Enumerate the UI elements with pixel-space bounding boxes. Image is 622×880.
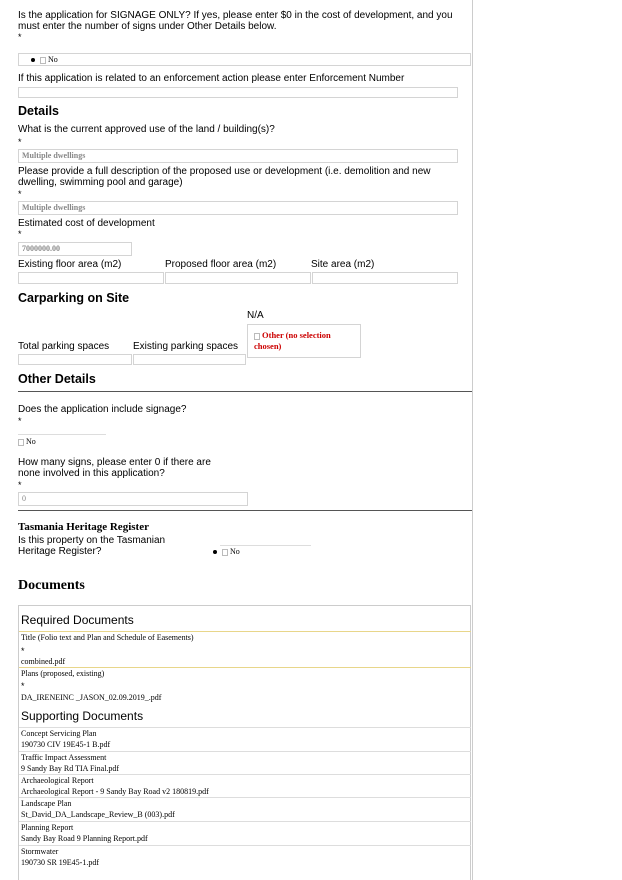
- required-marker: *: [18, 416, 22, 426]
- supporting-document-row: [19, 797, 471, 821]
- document-file-link[interactable]: 9 Sandy Bay Rd TIA Final.pdf: [21, 764, 120, 773]
- heritage-heading: Tasmania Heritage Register: [18, 521, 149, 533]
- required-document-row: [19, 667, 471, 704]
- signage-only-no-option[interactable]: No: [31, 55, 58, 64]
- document-label: Traffic Impact Assessment: [21, 753, 107, 762]
- required-marker: *: [18, 32, 22, 42]
- document-file-link[interactable]: 190730 CIV 19E45-1 B.pdf: [21, 740, 111, 749]
- document-file-link[interactable]: St_David_DA_Landscape_Review_B (003).pdf: [21, 810, 175, 819]
- supporting-document-row: [19, 821, 471, 845]
- required-marker: *: [21, 646, 25, 656]
- signage-only-radio-group: [18, 53, 471, 66]
- na-label: N/A: [247, 310, 264, 321]
- document-file-link[interactable]: 190730 SR 19E45-1.pdf: [21, 858, 99, 867]
- signs-question: How many signs, please enter 0 if there are none involved in this application?: [18, 457, 211, 479]
- heritage-question: Is this property on the Tasmanian Heritage Register?: [18, 535, 166, 557]
- heritage-no-option[interactable]: No: [213, 547, 240, 556]
- details-heading: Details: [18, 104, 59, 118]
- total-parking-label: Total parking spaces: [18, 341, 110, 352]
- document-label: Archaeological Report: [21, 776, 94, 785]
- supporting-document-row: [19, 845, 471, 869]
- description-question: Please provide a full description of the proposed use or development (i.e. demolition and new dwelling, swimming pool and garage): [18, 166, 431, 188]
- existing-parking-input[interactable]: [133, 354, 246, 365]
- total-parking-input[interactable]: [18, 354, 132, 365]
- supporting-documents-heading: Supporting Documents: [21, 709, 144, 723]
- divider: [18, 434, 106, 435]
- description-input[interactable]: Multiple dwellings: [18, 201, 458, 215]
- proposed-floor-label: Proposed floor area (m2): [165, 259, 277, 270]
- current-use-input[interactable]: Multiple dwellings: [18, 149, 458, 163]
- required-marker: *: [18, 137, 22, 147]
- document-label: Title (Folio text and Plan and Schedule of Easements): [21, 633, 194, 642]
- proposed-floor-input[interactable]: [165, 272, 311, 284]
- document-file-link[interactable]: DA_IRENEINC _JASON_02.09.2019_.pdf: [21, 693, 162, 702]
- required-documents-heading: Required Documents: [21, 613, 134, 627]
- document-file-link[interactable]: Archaeological Report - 9 Sandy Bay Road v2 180819.pdf: [21, 787, 209, 796]
- required-document-row: [19, 631, 471, 668]
- required-marker: *: [18, 189, 22, 199]
- supporting-document-row: [19, 751, 471, 775]
- signage-no-option[interactable]: No: [18, 437, 36, 446]
- document-label: Planning Report: [21, 823, 74, 832]
- divider: [18, 391, 472, 392]
- document-label: Landscape Plan: [21, 799, 72, 808]
- parking-other-select[interactable]: [247, 324, 361, 358]
- current-use-question: What is the current approved use of the land / building(s)?: [18, 124, 275, 135]
- enforcement-question: If this application is related to an enforcement action please enter Enforcement Number: [18, 73, 405, 84]
- signage-only-question: Is the application for SIGNAGE ONLY? If yes, please enter $0 in the cost of development, and you must enter the number of signs under Other Details below.: [18, 10, 453, 32]
- required-marker: *: [18, 229, 22, 239]
- supporting-document-row: [19, 774, 471, 798]
- radio-icon[interactable]: [254, 333, 260, 340]
- cost-input[interactable]: 7000000.00: [18, 242, 132, 256]
- existing-floor-input[interactable]: [18, 272, 164, 284]
- divider: [220, 545, 311, 546]
- document-label: Concept Servicing Plan: [21, 729, 97, 738]
- site-area-input[interactable]: [312, 272, 458, 284]
- existing-parking-label: Existing parking spaces: [133, 341, 239, 352]
- document-file-link[interactable]: combined.pdf: [21, 657, 66, 666]
- supporting-document-row: [19, 727, 471, 751]
- signage-question: Does the application include signage?: [18, 404, 187, 415]
- carparking-heading: Carparking on Site: [18, 291, 130, 305]
- radio-icon[interactable]: [18, 439, 24, 446]
- enforcement-number-input[interactable]: [18, 87, 458, 98]
- existing-floor-label: Existing floor area (m2): [18, 259, 122, 270]
- divider: [18, 510, 472, 511]
- documents-heading: Documents: [18, 578, 85, 593]
- parking-other-value: Other (no selection chosen): [254, 330, 331, 351]
- required-marker: *: [18, 480, 22, 490]
- site-area-label: Site area (m2): [311, 259, 375, 270]
- document-file-link[interactable]: Sandy Bay Road 9 Planning Report.pdf: [21, 834, 148, 843]
- radio-icon[interactable]: [40, 57, 46, 64]
- other-details-heading: Other Details: [18, 372, 96, 386]
- document-label: Plans (proposed, existing): [21, 669, 105, 678]
- document-label: Stormwater: [21, 847, 59, 856]
- radio-icon[interactable]: [222, 549, 228, 556]
- panel-border: [472, 0, 473, 880]
- required-marker: *: [21, 681, 25, 691]
- signs-count-input[interactable]: 0: [18, 492, 248, 506]
- cost-label: Estimated cost of development: [18, 218, 155, 229]
